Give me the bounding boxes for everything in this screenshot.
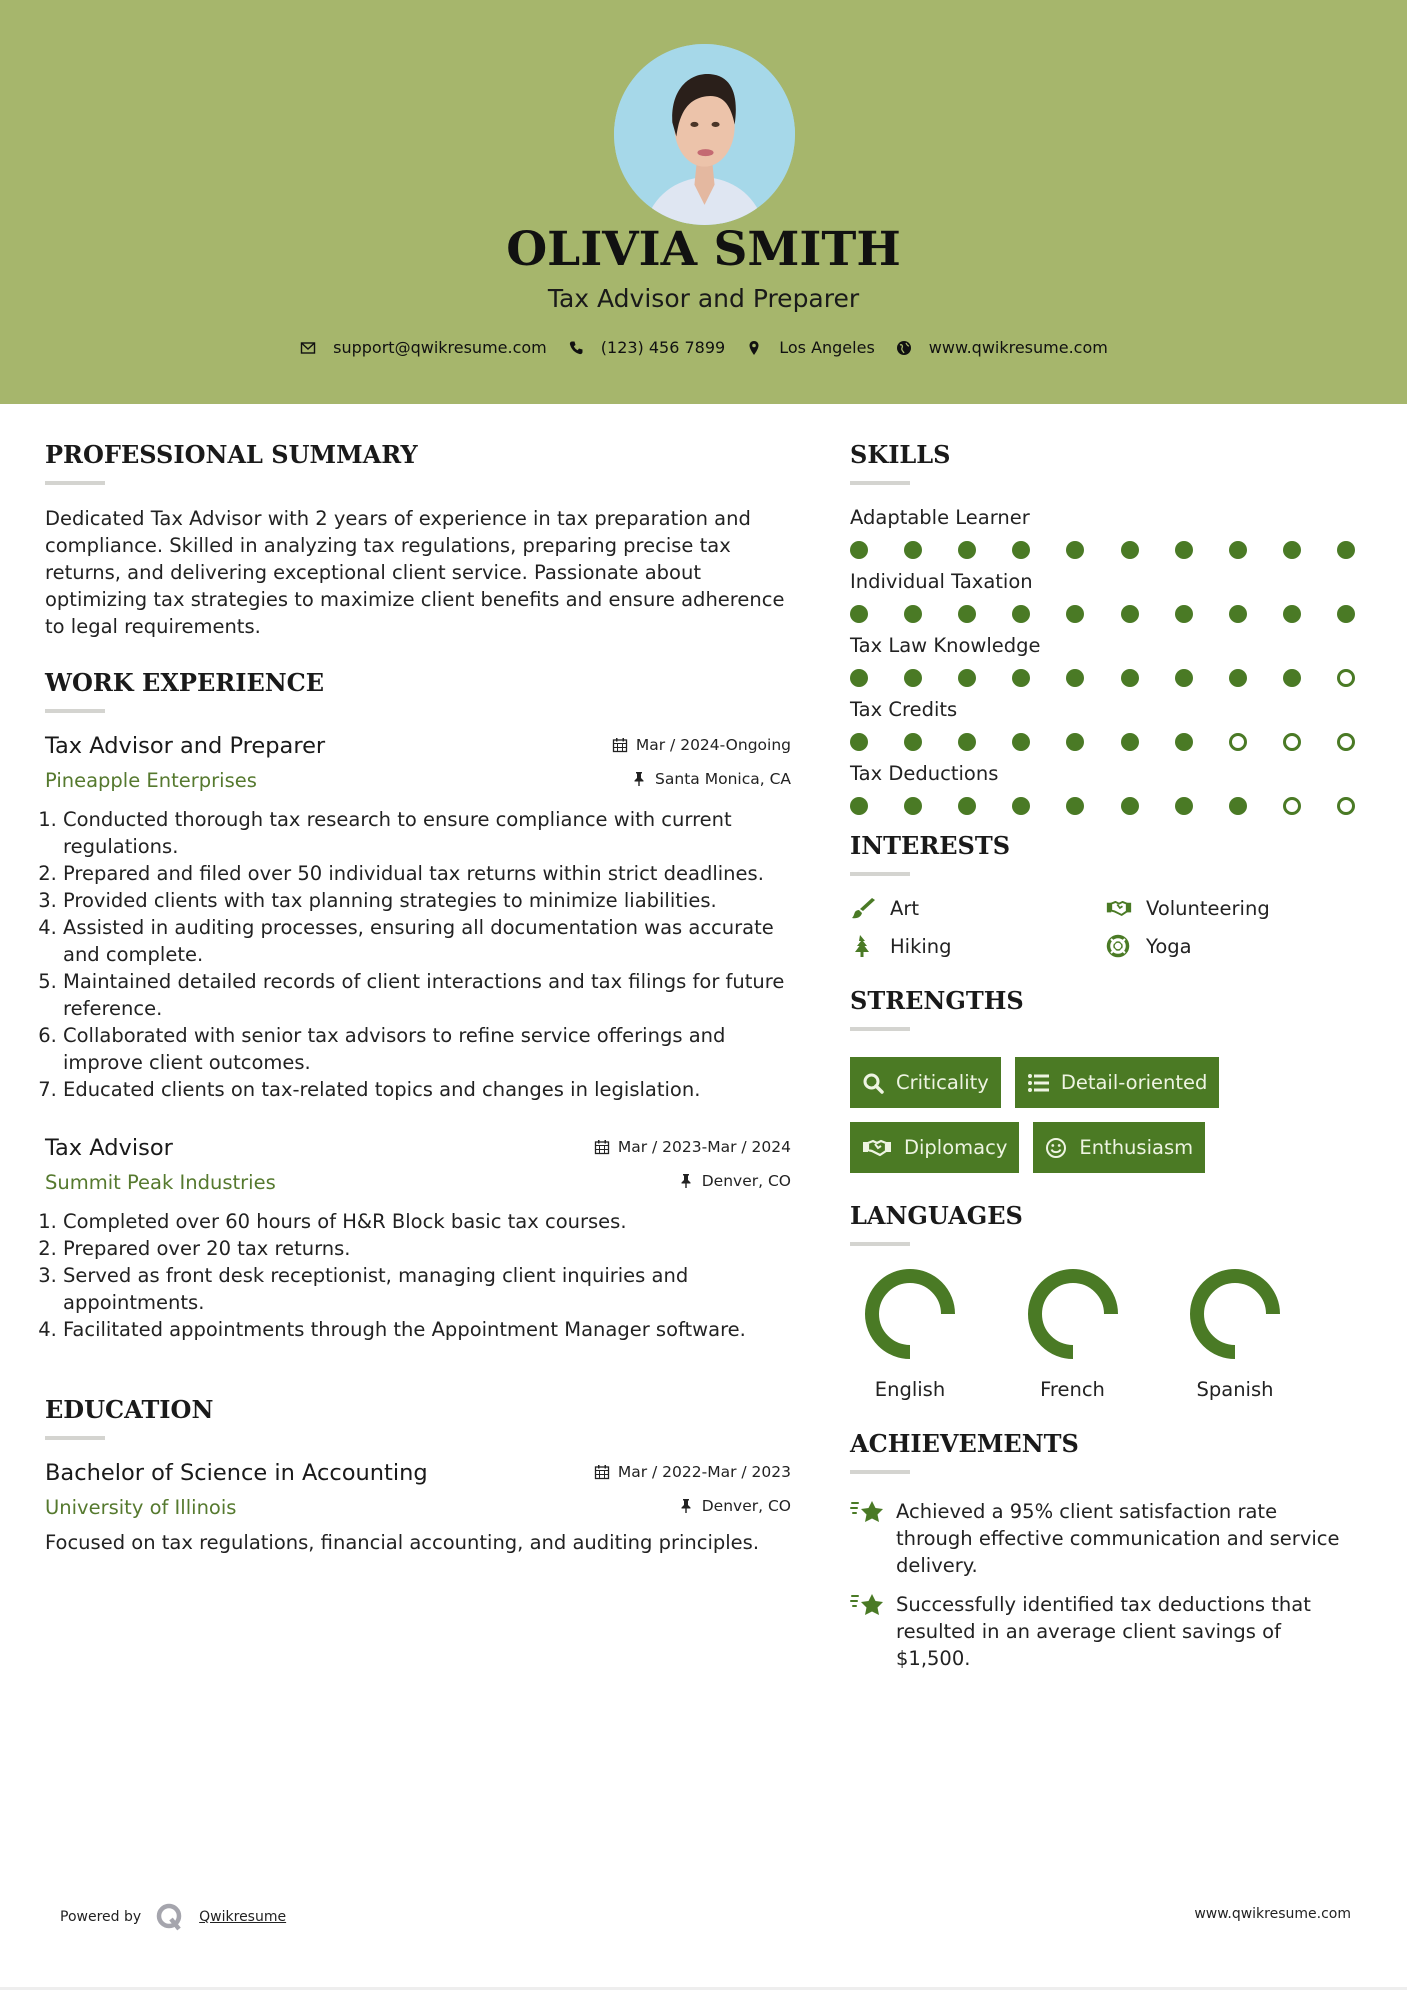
section-title: INTERESTS [850,831,1011,860]
rating-dot-filled [1283,541,1301,559]
education-location: Denver, CO [678,1497,791,1515]
bullet-item: 1. Conducted thorough tax research to ensure compliance with current regulations. [63,806,791,860]
skill-rating [850,669,1355,687]
section-title: SKILLS [850,440,951,469]
rating-dot-filled [850,669,868,687]
company-name: Pineapple Enterprises [45,769,257,792]
globe-icon [895,339,913,357]
section-divider [45,1436,105,1440]
rating-dot-filled [1121,541,1139,559]
section-title: WORK EXPERIENCE [45,668,325,697]
calendar-icon [612,737,628,753]
rating-dot-empty [1283,797,1301,815]
experience-section [45,668,791,1343]
rating-dot-filled [1229,669,1247,687]
list-icon [1027,1072,1049,1094]
bullet-item: 4. Facilitated appointments through the Appointment Manager software. [63,1316,791,1343]
skill-name: Tax Deductions [850,762,999,785]
job-location: Santa Monica, CA [631,770,791,788]
bullet-item: 3. Provided clients with tax planning strategies to minimize liabilities. [63,887,791,914]
rating-dot-filled [1121,605,1139,623]
bullet-item: 2. Prepared and filed over 50 individual tax returns within strict deadlines. [63,860,791,887]
rating-dot-filled [1229,797,1247,815]
email-text: support@qwikresume.com [333,338,547,357]
company-name: Summit Peak Industries [45,1171,276,1194]
achievement-item: Achieved a 95% client satisfaction rate through effective communication and service delivery. [850,1498,1370,1579]
paintbrush-icon [850,896,876,920]
rating-dot-filled [1175,797,1193,815]
calendar-icon [594,1464,610,1480]
rating-dot-empty [1337,797,1355,815]
section-title: PROFESSIONAL SUMMARY [45,440,418,469]
search-icon [862,1072,884,1094]
skill-name: Tax Credits [850,698,958,721]
rating-dot-filled [1175,605,1193,623]
rating-dot-filled [1175,733,1193,751]
contact-location [745,338,875,357]
language-item [1013,1268,1133,1401]
job-location: Denver, CO [678,1172,791,1190]
section-divider [850,481,910,485]
rating-dot-filled [850,541,868,559]
pushpin-icon [631,771,647,787]
language-name: English [874,1378,946,1401]
rating-dot-filled [1337,541,1355,559]
handshake-icon [1106,896,1132,920]
job-title: Tax Advisor and Preparer [45,733,326,759]
contact-email[interactable] [299,338,547,357]
interest-item: Volunteering [1106,896,1362,920]
contact-bar [0,338,1407,357]
section-divider [45,709,105,713]
job-bullets [45,1208,791,1343]
interests-list [850,896,1370,958]
bullet-item: 3. Served as front desk receptionist, managing client inquiries and appointments. [63,1262,791,1316]
rating-dot-filled [1066,669,1084,687]
rating-dot-filled [958,797,976,815]
rating-dot-filled [958,605,976,623]
skill-rating [850,541,1355,559]
contact-website[interactable] [895,338,1108,357]
rating-dot-filled [1066,541,1084,559]
calendar-icon [594,1139,610,1155]
skill-rating [850,605,1355,623]
achievement-item: Successfully identified tax deductions that resulted in an average client savings of $1,500. [850,1591,1370,1672]
progress-ring [1189,1268,1281,1360]
job-date: Mar / 2023-Mar / 2024 [594,1138,791,1156]
school-name: University of Illinois [45,1496,237,1519]
languages-section [850,1201,1370,1401]
strength-badge: Enthusiasm [1033,1122,1205,1173]
skill-item [850,505,1370,559]
strengths-section [850,986,1370,1173]
rating-dot-filled [850,797,868,815]
pushpin-icon [678,1498,694,1514]
bullet-item: 1. Completed over 60 hours of H&R Block basic tax courses. [63,1208,791,1235]
rating-dot-filled [1012,797,1030,815]
rating-dot-filled [1121,669,1139,687]
left-column [45,440,791,1556]
skill-name: Adaptable Learner [850,506,1030,529]
rating-dot-filled [1066,605,1084,623]
interest-item: Yoga [1106,934,1362,958]
bullet-item: 2. Prepared over 20 tax returns. [63,1235,791,1262]
bullet-item: 6. Collaborated with senior tax advisors to refine service offerings and improve client outcomes. [63,1022,791,1076]
language-item [1175,1268,1295,1401]
envelope-icon [299,339,317,357]
rating-dot-filled [850,605,868,623]
section-title: EDUCATION [45,1395,214,1424]
tree-icon [850,934,876,958]
section-divider [850,872,910,876]
website-text: www.qwikresume.com [928,338,1108,357]
smile-icon [1045,1137,1067,1159]
rating-dot-filled [1066,733,1084,751]
rating-dot-empty [1337,669,1355,687]
skill-item [850,569,1370,623]
bullet-item: 4. Assisted in auditing processes, ensuring all documentation was accurate and complete. [63,914,791,968]
rating-dot-empty [1337,733,1355,751]
strength-badge: Criticality [850,1057,1001,1108]
candidate-role: Tax Advisor and Preparer [547,284,860,313]
profile-photo [614,44,795,225]
skill-name: Individual Taxation [850,570,1033,593]
qwikresume-logo-icon [155,1902,185,1932]
section-title: STRENGTHS [850,986,1024,1015]
phone-text: (123) 456 7899 [600,338,726,357]
skills-section [850,440,1370,815]
rating-dot-filled [1066,797,1084,815]
strength-badge: Diplomacy [850,1122,1019,1173]
footer-website[interactable]: www.qwikresume.com [1194,1906,1351,1922]
rating-dot-filled [1175,541,1193,559]
skill-item [850,761,1370,815]
skills-list [850,505,1370,815]
skill-rating [850,733,1355,751]
skill-item [850,633,1370,687]
rating-dot-filled [1012,669,1030,687]
rating-dot-empty [1229,733,1247,751]
progress-ring [864,1268,956,1360]
education-date: Mar / 2022-Mar / 2023 [594,1463,791,1481]
rating-dot-filled [904,669,922,687]
rating-dot-filled [904,797,922,815]
language-name: French [1040,1378,1105,1401]
candidate-name: OLIVIA SMITH [506,222,901,277]
section-divider [45,481,105,485]
rating-dot-filled [1229,541,1247,559]
strength-badge: Detail-oriented [1015,1057,1220,1108]
job-entry [45,733,791,1103]
summary-section [45,440,791,640]
rating-dot-filled [1175,669,1193,687]
rating-dot-empty [1283,733,1301,751]
strengths-list [850,1057,1370,1173]
rating-dot-filled [904,605,922,623]
right-column [850,440,1370,1684]
bullet-item: 7. Educated clients on tax-related topics and changes in legislation. [63,1076,791,1103]
section-divider [850,1027,910,1031]
rating-dot-filled [904,541,922,559]
interests-section [850,831,1370,958]
degree-title: Bachelor of Science in Accounting [45,1460,428,1486]
rating-dot-filled [1121,733,1139,751]
powered-by-label: Powered by [60,1909,142,1925]
rating-dot-filled [1012,605,1030,623]
rating-dot-filled [1337,605,1355,623]
bullet-item: 5. Maintained detailed records of client interactions and tax filings for future reference. [63,968,791,1022]
languages-list [850,1268,1295,1401]
skill-item [850,697,1370,751]
portrait-image [614,44,795,225]
education-section [45,1395,791,1556]
job-entry [45,1135,791,1343]
rating-dot-filled [1012,733,1030,751]
section-divider [850,1470,910,1474]
job-date: Mar / 2024-Ongoing [612,736,791,754]
progress-ring [1027,1268,1119,1360]
rating-dot-filled [1283,605,1301,623]
rating-dot-filled [1229,605,1247,623]
job-bullets [45,806,791,1103]
interest-item: Art [850,896,1106,920]
rating-dot-filled [958,669,976,687]
section-title: ACHIEVEMENTS [850,1429,1079,1458]
handshake-icon [862,1137,892,1159]
lifering-icon [1106,934,1132,958]
rating-dot-filled [1012,541,1030,559]
qwikresume-link[interactable]: Qwikresume [199,1909,287,1925]
phone-icon [567,339,585,357]
shooting-star-icon [850,1498,886,1528]
resume-header [0,0,1407,404]
skill-name: Tax Law Knowledge [850,634,1041,657]
map-pin-icon [745,339,763,357]
rating-dot-filled [1283,669,1301,687]
education-description: Focused on tax regulations, financial accounting, and auditing principles. [45,1531,760,1554]
location-text: Los Angeles [779,338,875,357]
achievements-section [850,1429,1370,1672]
rating-dot-filled [958,541,976,559]
rating-dot-filled [850,733,868,751]
shooting-star-icon [850,1591,886,1621]
job-title: Tax Advisor [45,1135,173,1161]
footer-powered-by [60,1902,286,1932]
rating-dot-filled [958,733,976,751]
language-item [850,1268,970,1401]
education-entry [45,1460,791,1556]
pushpin-icon [678,1173,694,1189]
rating-dot-filled [904,733,922,751]
language-name: Spanish [1196,1378,1274,1401]
interest-item: Hiking [850,934,1106,958]
rating-dot-filled [1121,797,1139,815]
section-title: LANGUAGES [850,1201,1023,1230]
contact-phone[interactable] [567,338,725,357]
summary-text: Dedicated Tax Advisor with 2 years of experience in tax preparation and compliance. Skilled in analyzing tax regulations, preparing precise tax returns, and delivering exceptional client service. Passionate about optimizing tax strategies to maximize client benefits and ensure adherence to legal requirements. [45,507,785,638]
section-divider [850,1242,910,1246]
skill-rating [850,797,1355,815]
